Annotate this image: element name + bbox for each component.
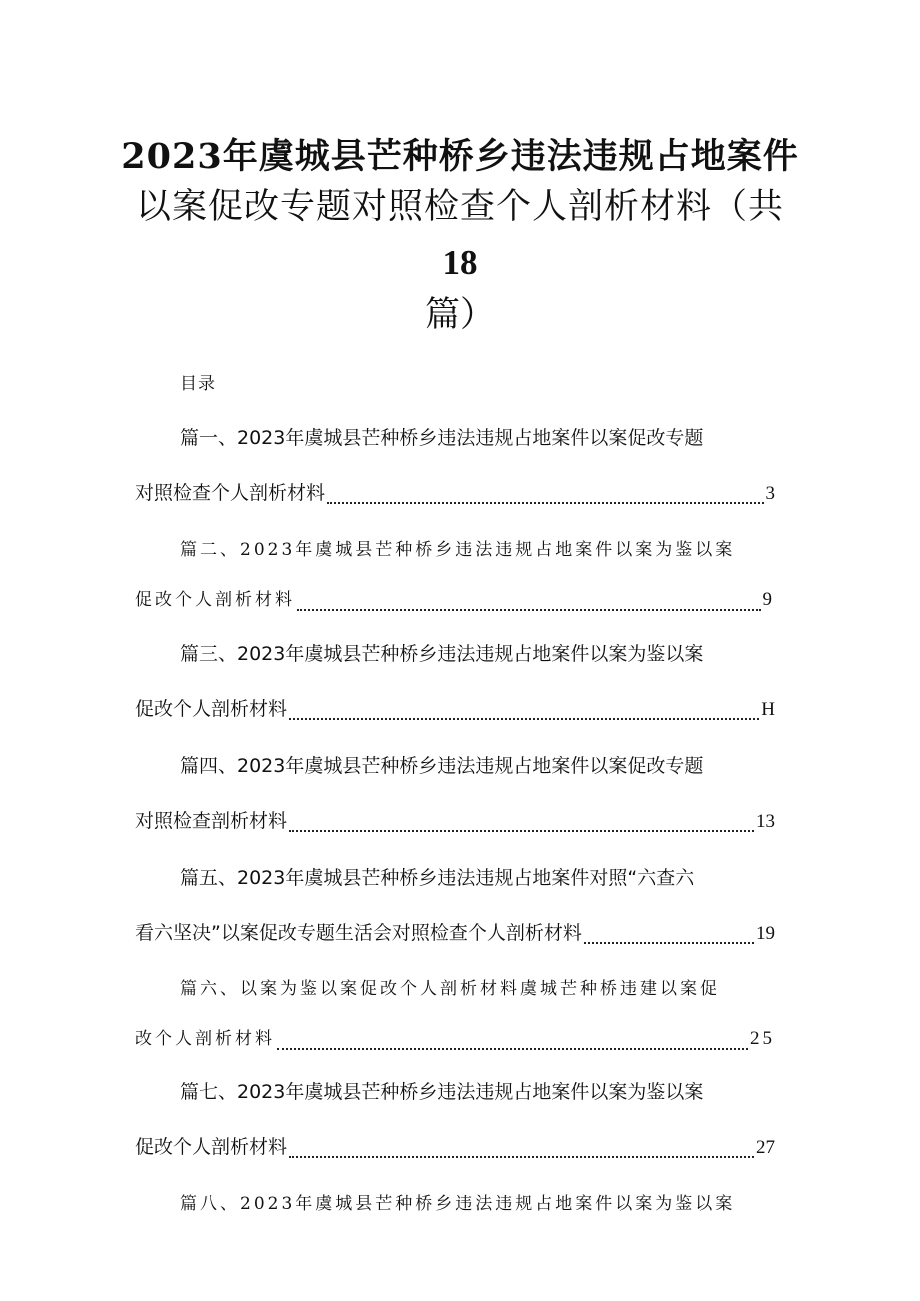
title-line-1: 2023年虞城县芒种桥乡违法违规占地案件 — [121, 136, 799, 177]
toc-entry-title-tail: 改个人剖析材料 — [135, 1029, 275, 1049]
toc-page-number: 13 — [756, 811, 775, 832]
toc-heading: 目录 — [180, 374, 216, 394]
toc-leader-dots — [289, 706, 759, 720]
toc-entry-title: 篇七、2023年虞城县芒种桥乡违法违规占地案件以案为鉴以案 — [180, 1081, 704, 1103]
toc-page-number: 27 — [756, 1137, 775, 1158]
toc-entry-title-tail: 促改个人剖析材料 — [135, 698, 288, 720]
toc-entry-title: 篇五、2023年虞城县芒种桥乡违法违规占地案件对照“六查六 — [180, 867, 695, 889]
toc-entry-title: 篇一、2023年虞城县芒种桥乡违法违规占地案件以案促改专题 — [180, 427, 704, 449]
toc-entry-continuation — [135, 1133, 775, 1161]
toc-entry-continuation — [135, 695, 775, 723]
toc-entry-title-tail: 促改个人剖析材料 — [135, 1136, 288, 1158]
toc-page-number: 3 — [765, 483, 775, 504]
toc-entry-title: 篇三、2023年虞城县芒种桥乡违法违规占地案件以案为鉴以案 — [180, 643, 704, 665]
toc-leader-dots — [327, 490, 763, 504]
toc-entry-title-tail: 看六坚决”以案促改专题生活会对照检查个人剖析材料 — [135, 922, 582, 944]
toc-entry-title: 篇八、2023年虞城县芒种桥乡违法违规占地案件以案为鉴以案 — [180, 1194, 736, 1214]
document-title — [0, 132, 920, 340]
title-line-3: 18 — [442, 243, 478, 282]
toc-page-number: H — [761, 699, 775, 720]
toc-page-number: 19 — [756, 923, 775, 944]
toc-page-number: 9 — [762, 589, 775, 610]
toc-entry-continuation — [135, 479, 775, 507]
toc-entry-continuation — [135, 807, 775, 835]
toc-entry-title-tail: 对照检查个人剖析材料 — [135, 482, 326, 504]
toc-entry-title-tail: 对照检查剖析材料 — [135, 810, 288, 832]
toc-entry-title: 篇二、2023年虞城县芒种桥乡违法违规占地案件以案为鉴以案 — [180, 540, 736, 560]
toc-leader-dots — [289, 1144, 754, 1158]
toc-entry-continuation — [135, 1025, 775, 1053]
toc-page-number: 25 — [750, 1028, 775, 1049]
toc-leader-dots — [289, 818, 754, 832]
title-line-2: 以案促改专题对照检查个人剖析材料（共 — [135, 187, 784, 227]
toc-leader-dots — [277, 1036, 748, 1050]
toc-entry-title: 篇六、以案为鉴以案促改个人剖析材料虞城芒种桥违建以案促 — [180, 979, 720, 999]
toc-entry-title-tail: 促改个人剖析材料 — [135, 590, 295, 610]
toc-entry-continuation — [135, 586, 775, 614]
title-line-4: 篇） — [424, 295, 495, 335]
toc-entry-continuation — [135, 919, 775, 947]
toc-entry-title: 篇四、2023年虞城县芒种桥乡违法违规占地案件以案促改专题 — [180, 755, 704, 777]
toc-leader-dots — [584, 930, 754, 944]
toc-leader-dots — [297, 597, 761, 611]
